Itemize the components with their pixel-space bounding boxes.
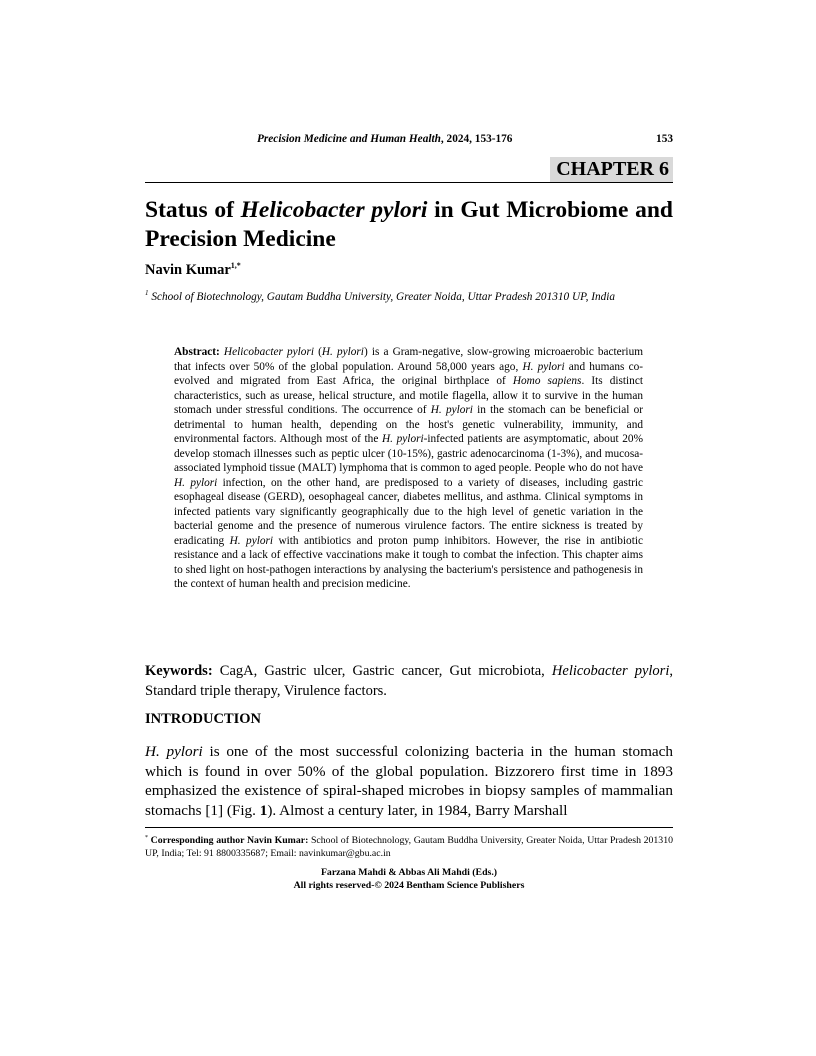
author-name: Navin Kumar <box>145 262 231 278</box>
author-superscript: 1,* <box>230 261 241 270</box>
abstract-text: with antibiotics and proton pump inhibitors. However, the rise in antibiotic resistance and a lack of effective vaccinations make it tough to combat the infection. This chapter aims to shed light on host-pathogen interactions by analysing the bacterium's persistence and pathogenesis in the context of human health and precision medicine. <box>174 534 643 590</box>
title-species: Helicobacter pylori <box>240 197 428 223</box>
abstract-text: in the stomach can be beneficial or detrimental to human health, depending on the host's genetic vulnerability, immunity, and environmental factors. Although most of the <box>174 404 643 445</box>
abstract-species: H. pylori <box>430 404 473 416</box>
body-species: H. pylori <box>145 743 203 760</box>
editors-line: Farzana Mahdi & Abbas Ali Mahdi (Eds.) <box>320 867 498 878</box>
abstract-text: infection, on the other hand, are predisposed to a variety of diseases, including gastric esophageal disease (GERD), oesophageal cancer, diabetes mellitus, and asthma. Clinical symptoms in infected patients vary significantly geographically due to the high level of genetic variation in the bacterial genome and the presence of numerous virulence factors. The entire sickness is treated by eradicating <box>174 476 643 547</box>
abstract-species: Homo sapiens <box>512 375 582 387</box>
footnote-marker: * <box>145 835 148 841</box>
title-text-end: in Gut Microbiome and Precision Medicine <box>145 197 673 252</box>
keywords-text: CagA, Gastric ulcer, Gastric cancer, Gut microbiota, <box>212 663 552 679</box>
abstract-text: -infected patients are asymptomatic, about 20% develop stomach illnesses such as peptic ulcer (10-15%), gastric adenocarcinoma (1-3%), and mucosa-associated lymphoid tissue (MALT) lymphoma that is common to aged people. People who do not have <box>174 433 643 474</box>
body-text: is one of the most successful colonizing bacteria in the human stomach which is found in over 50% of the global population. Bizzorero first time in 1893 emphasized the existence of spiral-shaped microbes in biopsy samples of mammalian stomachs [1] (Fig. <box>145 743 674 820</box>
journal-citation <box>257 133 512 145</box>
affiliation-superscript: 1 <box>145 289 149 297</box>
chapter-title <box>145 196 673 254</box>
chapter-label: CHAPTER 6 <box>550 157 673 182</box>
title-text: Status of <box>145 197 241 223</box>
abstract-species: H. pylori <box>522 360 565 373</box>
abstract-text: ) is a Gram-negative, slow-growing microaerobic bacterium that infects over 50% of the global population. Around 58,000 years ago, <box>174 346 643 373</box>
journal-name: Precision Medicine and Human Health <box>257 133 441 145</box>
abstract-text: and humans co-evolved and migrated from East Africa, the original birthplace of <box>174 360 644 387</box>
journal-volume-pages: , 2024, 153-176 <box>440 133 513 145</box>
abstract-species: Helicobacter pylori <box>223 346 314 358</box>
abstract-species: H. pylori <box>174 476 218 489</box>
footnote-divider <box>145 827 673 828</box>
abstract-species: H. pylori <box>229 534 274 547</box>
keywords-text: , Standard triple therapy, Virulence factors. <box>145 663 673 699</box>
keywords <box>145 662 673 701</box>
abstract <box>174 345 643 592</box>
abstract-text: . Its distinct characteristics, such as urease, helical structure, and motile flagella, allow it to survive in the human stomach under stressful conditions. The occurrence of <box>174 375 643 416</box>
section-heading-introduction: INTRODUCTION <box>145 711 262 727</box>
abstract-label: Abstract: <box>174 346 220 358</box>
keywords-label: Keywords: <box>145 663 213 679</box>
affiliation <box>145 286 675 305</box>
abstract-species: H. pylori <box>382 433 424 445</box>
page-number: 153 <box>656 133 673 145</box>
figure-reference: 1 <box>259 802 268 820</box>
footnote <box>145 832 673 860</box>
footnote-text: School of Biotechnology, Gautam Buddha University, Greater Noida, Uttar Pradesh 201310 UP, India; Tel: 91 8800335687; Email: navinkumar@gbu.ac.in <box>145 835 673 859</box>
author <box>145 261 241 279</box>
body-text: ). Almost a century later, in 1984, Barry Marshall <box>267 802 568 820</box>
abstract-text: ( <box>314 346 322 358</box>
chapter-divider <box>145 182 673 183</box>
abstract-species: H. pylori <box>321 346 364 358</box>
copyright-line: All rights reserved-© 2024 Bentham Science Publishers <box>293 879 525 891</box>
footnote-label: Corresponding author Navin Kumar: <box>148 835 309 846</box>
publisher-info <box>145 867 673 892</box>
keywords-species: Helicobacter pylori <box>551 663 670 679</box>
affiliation-text: School of Biotechnology, Gautam Buddha University, Greater Noida, Uttar Pradesh 201310 UP, India <box>148 291 616 303</box>
introduction-paragraph <box>145 742 673 821</box>
